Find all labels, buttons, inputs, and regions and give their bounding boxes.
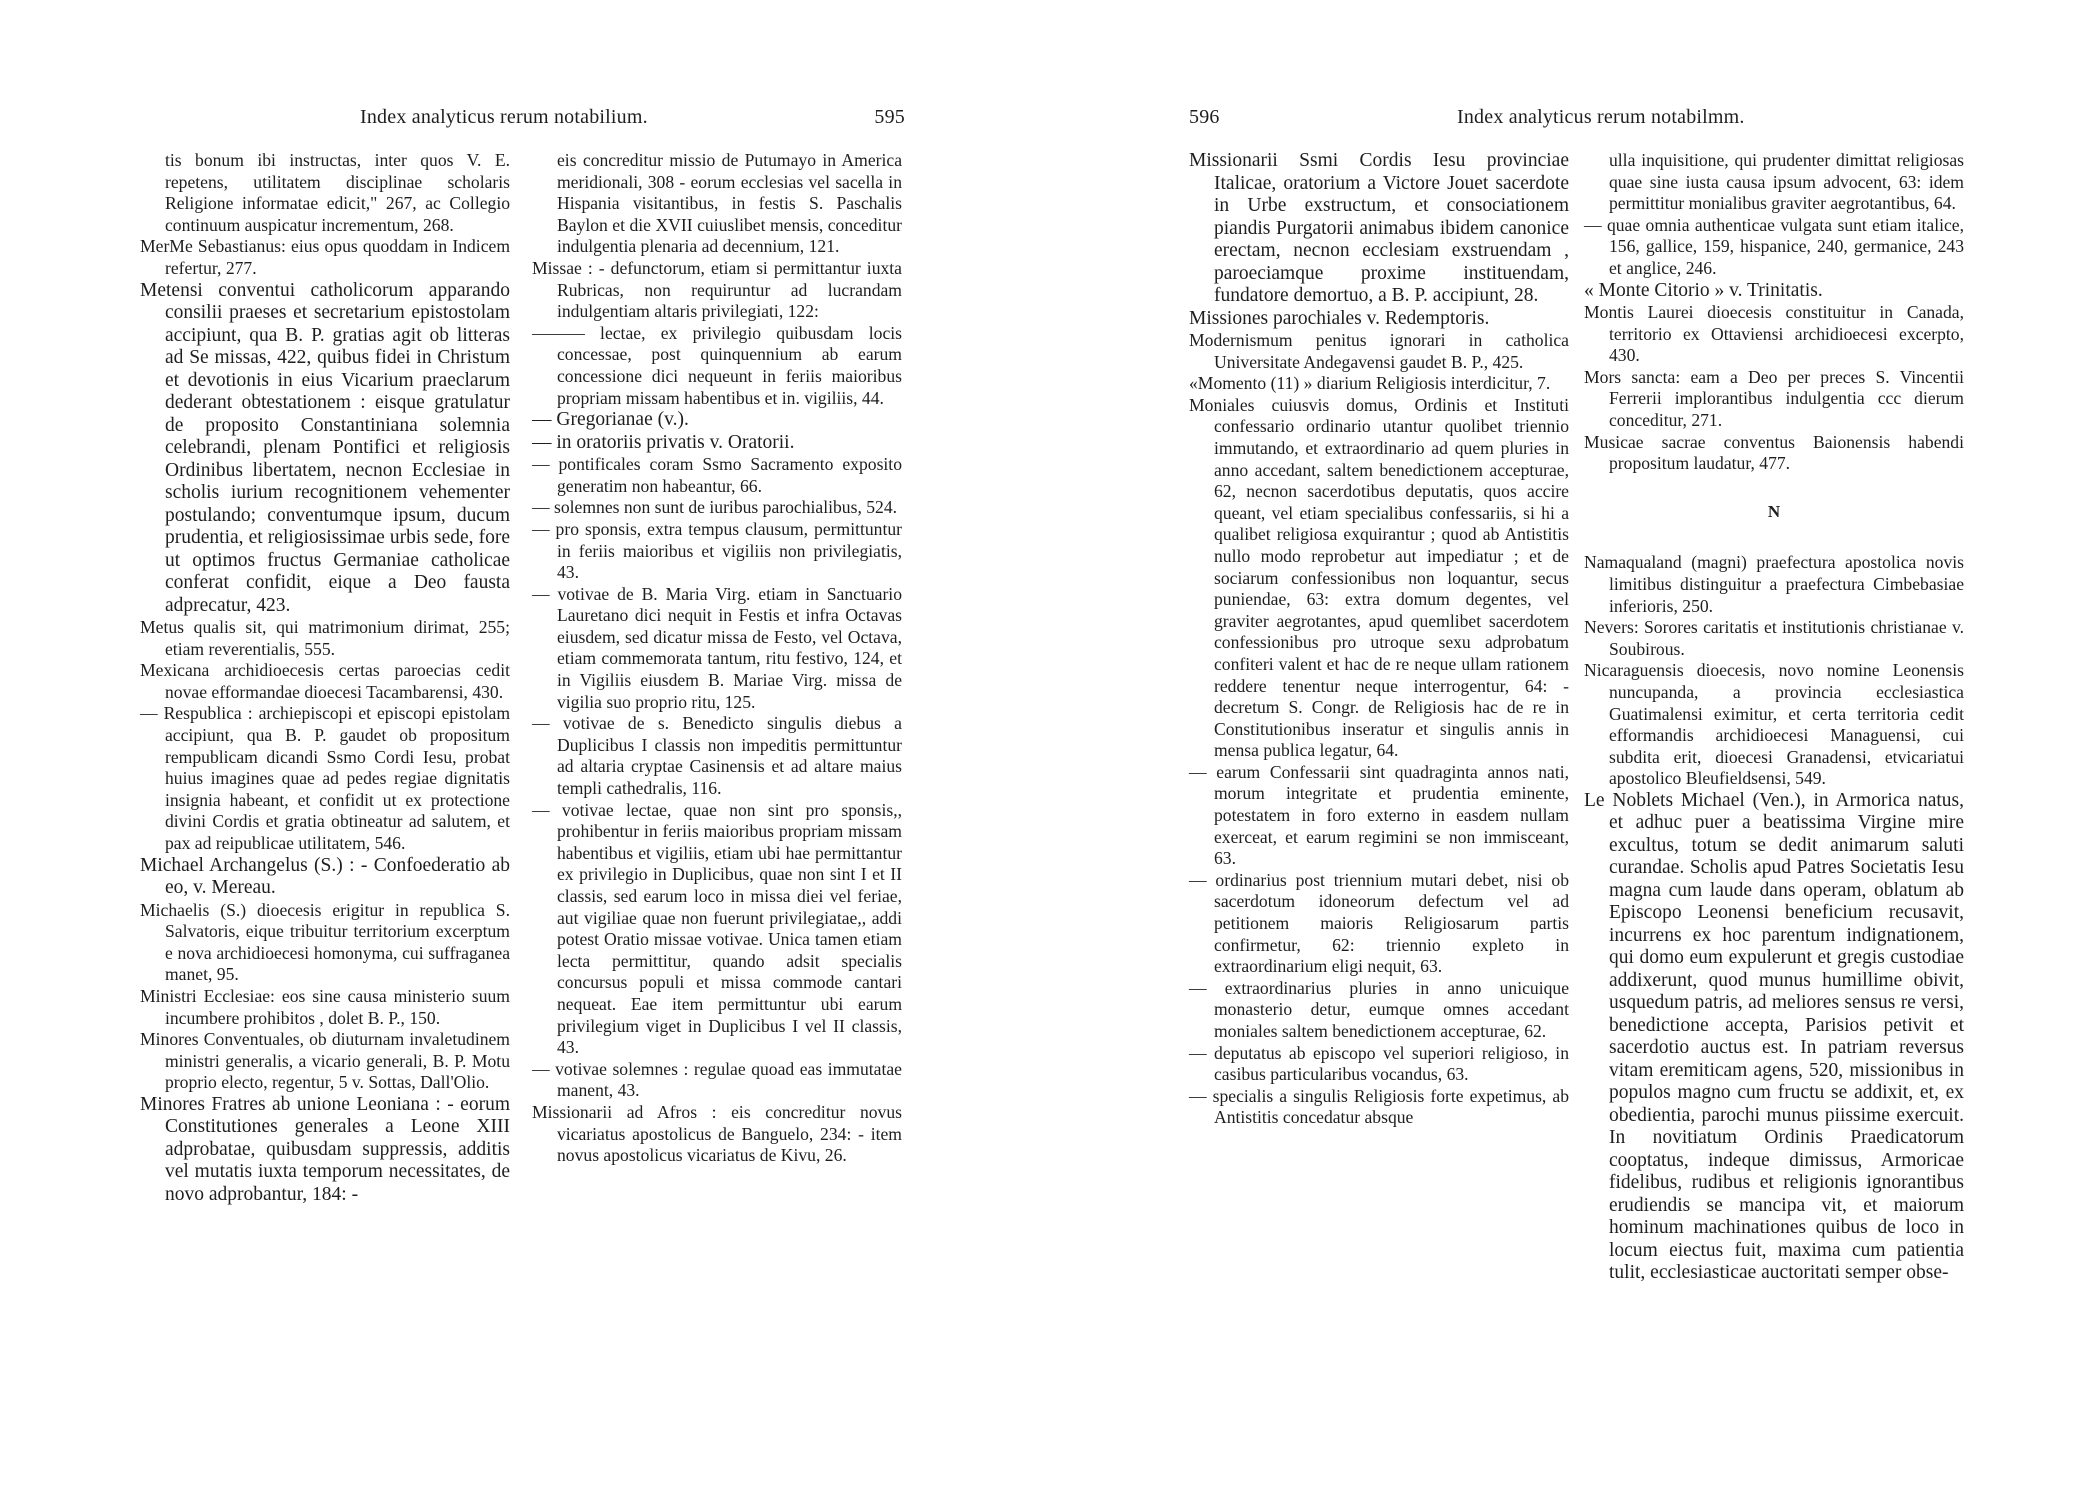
index-entry: — in oratoriis privatis v. Oratorii. xyxy=(532,431,795,453)
index-entry: Mexicana archidioecesis certas paroecias cedit novae efformandae dioecesi Tacambarensi, 430. xyxy=(140,660,510,702)
index-entry: — votivae solemnes : regulae quoad eas immutatae manent, 43. xyxy=(532,1058,902,1101)
page-number: 596 xyxy=(1189,106,1220,128)
left-running-head xyxy=(140,104,905,130)
index-entry: Metensi conventui catholicorum apparando consilii praeses et secretarium epistostolam accipiunt, qua B. P. gratias agit ob litteras ad Se missas, 422, quibus fidei in Christum et devotionis in eius Vicarium praeclarum dederant obtestationem : eisque gratulatur de proposito Constantiniana solemnia celebrandi, plenam Pontifici et religiosis Ordinibus libertatem, necnon Ecclesiae in scholis iurium recognitionem vehementer postulando; conventumque ipsum, ducum prudentia, et religiosissimae urbis sede, fore ut optimos fructus Germaniae catholicae conferat confidit, eique a Deo fausta adprecatur, 423. xyxy=(140,279,510,616)
index-entry: «Momento (11) » diarium Religiosis interdicitur, 7. xyxy=(1189,373,1551,394)
index-entry: — Gregorianae (v.). xyxy=(532,409,689,431)
index-entry: — votivae de B. Maria Virg. etiam in Sanctuario Lauretano dici nequit in Festis et infra Octavas eiusdem, sed dicatur missa de Festo, vel Octava, etiam commemorata tantum, ritu festivo, 124, et in Vigiliis eiusdem B. Mariae Virg. missa de vigilia suo proprio ritu, 125. xyxy=(532,583,902,712)
right-column-1 xyxy=(1189,150,1569,1129)
index-entry: Nicaraguensis dioecesis, novo nomine Leonensis nuncupanda, a provincia ecclesiastica Guatimalensi eximitur, et certa territoria cedit efformandis archidioecesi Managuensi, cui subdita erit, dioecesi Granadensi, etvicariatui apostolico Bleufieldsensi, 549. xyxy=(1584,660,1964,789)
index-entry: Missionarii Ssmi Cordis Iesu provinciae Italicae, oratorium a Victore Jouet sacerdote in Urbe exstructum, et consociationem piandis Purgatorii animabus ibidem canonice erectam, necnon ecclesiam exstruendam , paroeciamque proxime instituendam, fundatore demortuo, a B. P. accipiunt, 28. xyxy=(1189,150,1569,306)
index-entry: ulla inquisitione, qui prudenter dimittat religiosas quae sine iusta causa ipsum advocent, 63: idem permittitur monialibus graviter aegrotantibus, 64. xyxy=(1609,150,1964,214)
right-page xyxy=(1039,0,2078,1500)
index-entry: Missae : - defunctorum, etiam si permittantur iuxta Rubricas, non requiruntur ad lucrandam indulgentiam altaris privilegiati, 122: xyxy=(532,257,902,322)
index-entry: — Respublica : archiepiscopi et episcopi epistolam accipiunt, qua B. P. gaudet ob propositum rempublicam dicandi Ssmo Cordi Iesu, probat huius imagines quae ad pedes regiae dignitatis insignia habeant, et confidit ut ex protectione divini Cordis et gratia obtineatur ad salutem, et pax ad reipublicae utilitatem, 546. xyxy=(140,703,510,853)
index-entry: Namaqualand (magni) praefectura apostolica novis limitibus distinguitur a praefectura Cimbebasiae inferioris, 250. xyxy=(1584,552,1964,616)
index-entry: Le Noblets Michael (Ven.), in Armorica natus, et adhuc puer a beatissima Virgine mire excultus, totum se dedit animarum saluti curandae. Scholis apud Patres Societatis Iesu magna cum laude dans operam, oblatum ab Episcopo Leonensi beneficium recusavit, incurrens ex hoc parentum indignationem, qui domo eum expulerunt et gregis custodiae addixerunt, quod munus humillime obivit, usquedum patris, ad meliores sensus re versi, benedictione accepta, Parisios petivit et sacerdotio auctus est. In patriam reversus vitam eremiticam agens, 520, missionibus in populos magno cum fructu se addixit, et, ex obedientia, parochi munus piissime exercuit. In novitiatum Ordinis Praedicatorum cooptatus, indeque dimissus, Armoricae fidelibus, rudibus et religionis ignorantibus erudiendis se mancipa vit, et maiorum hominum machinationes quibus de loco in locum eiectus fuit, maxima cum patientia tulit, ecclesiasticae auctoritati semper obse- xyxy=(1584,789,1964,1284)
index-entry: — earum Confessarii sint quadraginta annos nati, morum integritate et prudentia eminente, potestatem in foro externo in easdem nullam exerceat, et earum regimini se non immisceant, 63. xyxy=(1189,761,1569,869)
index-entry: — deputatus ab episcopo vel superiori religioso, in casibus particularibus vocandus, 63. xyxy=(1189,1042,1569,1085)
index-entry: — pro sponsis, extra tempus clausum, permittuntur in feriis maioribus et vigiliis non privilegiatis, 43. xyxy=(532,518,902,583)
left-column-1 xyxy=(140,150,510,1206)
index-entry: — extraordinarius pluries in anno unicuique monasterio detur, eumque omnes accedant moniales saltem benedictionem accepturae, 62. xyxy=(1189,977,1569,1041)
index-entry: Minores Fratres ab unione Leoniana : - eorum Constitutiones generales a Leone XIII adprobatae, quibusdam suppressis, additis vel mutatis iuxta temporum necessitates, de novo adprobantur, 184: - xyxy=(140,1093,510,1205)
index-entry: Ministri Ecclesiae: eos sine causa ministerio suum incumbere prohibitos , dolet B. P., 150. xyxy=(140,985,510,1028)
index-entry: Nevers: Sorores caritatis et institutionis christianae v. Soubirous. xyxy=(1584,617,1964,659)
index-entry: Michael Archangelus (S.) : - Confoederatio ab eo, v. Mereau. xyxy=(140,854,510,899)
index-entry: Moniales cuiusvis domus, Ordinis et Instituti confessario ordinario utantur quolibet triennio immutando, et extraordinario ad quem pluries in anno accedant, saltem benedictionem accepturae, 62, necnon sacerdotibus deputatis, quos accire queant, vel etiam specialibus confessariis, si hi a qualibet religiosa exquirantur ; quod ab Antistitis nullo modo reprobetur aut impediatur ; et de sociarum confessionibus non loquantur, secus puniendae, 63: extra domum degentes, vel graviter aegrotantes, apud quemlibet sacerdotem confessionibus pro utroque sexu adprobatum confiteri valent et hac de re neque ullam rationem reddere tenentur neque interrogentur, 64: - decretum S. Congr. de Religiosis hac de re in Constitutionibus inseratur et singulis annis in mensa publica legatur, 64. xyxy=(1189,394,1569,761)
running-title: Index analyticus rerum notabilium. xyxy=(360,106,648,128)
index-entry: Montis Laurei dioecesis constituitur in Canada, territorio ex Ottaviensi archidioecesi excerpto, 430. xyxy=(1584,302,1964,366)
index-entry: Minores Conventuales, ob diuturnam invaletudinem ministri generalis, a vicario generali, B. P. Motu proprio electo, regentur, 5 v. Sottas, Dall'Olio. xyxy=(140,1029,510,1093)
index-entry: — votivae de s. Benedicto singulis diebus a Duplicibus I classis non impeditis permittuntur ad altaria cryptae Casinensis et ad altare maius templi cathedralis, 116. xyxy=(532,713,902,799)
index-entry: MerMe Sebastianus: eius opus quoddam in Indicem refertur, 277. xyxy=(140,236,510,278)
index-entry: — pontificales coram Ssmo Sacramento exposito generatim non habeantur, 66. xyxy=(532,454,902,496)
index-entry: Missionarii ad Afros : eis concreditur novus vicariatus apostolicus de Banguelo, 234: - item novus apostolicus vicariatus de Kivu, 26. xyxy=(532,1101,902,1166)
running-title: Index analyticus rerum notabilmm. xyxy=(1457,106,1745,128)
index-entry: Musicae sacrae conventus Baionensis habendi propositum laudatur, 477. xyxy=(1584,431,1964,474)
index-entry: Michaelis (S.) dioecesis erigitur in republica S. Salvatoris, eique tribuitur territorium excerptum e nova archidioecesi homonyma, cui suffraganea manet, 95. xyxy=(140,899,510,985)
section-letter: N xyxy=(1767,501,1781,521)
left-column-2 xyxy=(532,150,902,1167)
right-column-2 xyxy=(1584,150,1964,1285)
index-entry: Metus qualis sit, qui matrimonium dirimat, 255; etiam reverentialis, 555. xyxy=(140,617,510,659)
index-entry: — ordinarius post triennium mutari debet, nisi ob sacerdotum idoneorum defectum vel ad petitionem maioris Religiosarum partis confirmetur, 62: triennio expleto in extraordinarium eligi nequit, 63. xyxy=(1189,869,1569,977)
index-entry: — quae omnia authenticae vulgata sunt etiam italice, 156, gallice, 159, hispanice, 240, germanice, 243 et anglice, 246. xyxy=(1584,214,1964,278)
index-entry: tis bonum ibi instructas, inter quos V. E. repetens, utilitatem disciplinae scholaris Religione informatae edicit," 267, ac Collegio continuum auspicatur incrementum, 268. xyxy=(165,150,510,235)
index-entry: Missiones parochiales v. Redemptoris. xyxy=(1189,307,1490,329)
page-number: 595 xyxy=(874,106,905,128)
index-entry: — specialis a singulis Religiosis forte expetimus, ab Antistitis concedatur absque xyxy=(1189,1085,1569,1128)
index-entry: — votivae lectae, quae non sint pro sponsis,, prohibentur in feriis maioribus propriam missam habentibus et vigiliis, etiam ubi hae permittantur ex privilegio in Duplicibus, quae non sint I et II classis, sed earum loco in missa diei vel feriae, aut vigiliae quae non fuerunt privilegiatae,, addi potest Oratio missae votivae. Unica tamen etiam lecta permittitur, quando adsit specialis concursus populi et missa commode cantari nequeat. Eae item permittuntur ubi earum privilegium viget in Duplicibus I vel II classis, 43. xyxy=(532,799,902,1058)
index-entry: eis concreditur missio de Putumayo in America meridionali, 308 - eorum ecclesias vel sacella in Hispania visitantibus, in festis S. Paschalis Baylon et die XVII cuiuslibet mensis, conceditur indulgentia plenaria ad decennium, 121. xyxy=(557,150,902,257)
index-entry: « Monte Citorio » v. Trinitatis. xyxy=(1584,279,1823,301)
index-entry: Mors sancta: eam a Deo per preces S. Vincentii Ferrerii implorantibus indulgentia ccc dierum conceditur, 271. xyxy=(1584,366,1964,431)
index-entry: ——— lectae, ex privilegio quibusdam locis concessae, post quinquennium ab earum concessione dici nequeunt in feriis maioribus propriam missam habentibus et in. vigiliis, 44. xyxy=(532,322,902,408)
index-entry: Modernismum penitus ignorari in catholica Universitate Andegavensi gaudet B. P., 425. xyxy=(1189,330,1569,372)
right-running-head xyxy=(1189,104,1999,130)
index-entry: — solemnes non sunt de iuribus parochialibus, 524. xyxy=(532,497,898,518)
